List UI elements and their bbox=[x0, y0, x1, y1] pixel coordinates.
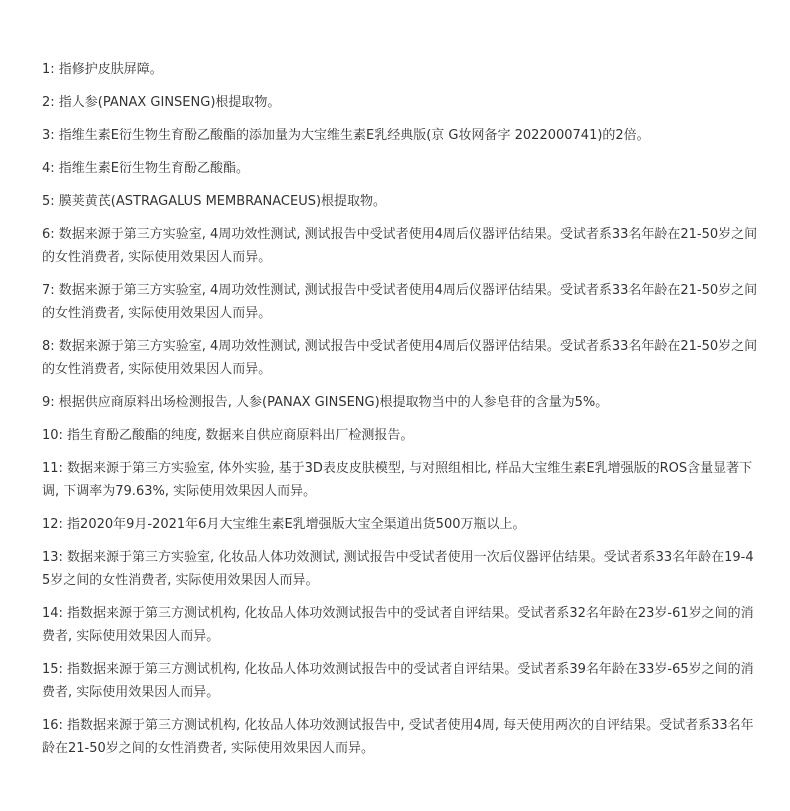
footnote-13 bbox=[42, 546, 758, 592]
footnote-text: 指维生素E衍生物生育酚乙酸酯。 bbox=[54, 161, 250, 176]
footnote-3 bbox=[42, 124, 758, 147]
footnote-text: 数据来源于第三方实验室, 4周功效性测试, 测试报告中受试者使用4周后仪器评估结果。受试者系33名年龄在21-50岁之间的女性消费者, 实际使用效果因人而异。 bbox=[42, 339, 758, 377]
footnote-number: 1: bbox=[42, 62, 55, 77]
footnote-number: 8: bbox=[42, 339, 55, 354]
footnote-text: 膜荚黄芪(ASTRAGALUS MEMBRANACEUS)根提取物。 bbox=[54, 194, 387, 209]
footnote-text: 指人参(PANAX GINSENG)根提取物。 bbox=[54, 95, 281, 110]
footnote-10 bbox=[42, 424, 758, 447]
footnote-text: 指数据来源于第三方测试机构, 化妆品人体功效测试报告中, 受试者使用4周, 每天使用两次的自评结果。受试者系33名年龄在21-50岁之间的女性消费者, 实际使用效果因人而异。 bbox=[42, 718, 754, 756]
footnote-text: 指数据来源于第三方测试机构, 化妆品人体功效测试报告中的受试者自评结果。受试者系32名年龄在23岁-61岁之间的消费者, 实际使用效果因人而异。 bbox=[42, 606, 754, 644]
footnote-text: 指数据来源于第三方测试机构, 化妆品人体功效测试报告中的受试者自评结果。受试者系39名年龄在33岁-65岁之间的消费者, 实际使用效果因人而异。 bbox=[42, 662, 754, 700]
footnote-text: 数据来源于第三方实验室, 4周功效性测试, 测试报告中受试者使用4周后仪器评估结果。受试者系33名年龄在21-50岁之间的女性消费者, 实际使用效果因人而异。 bbox=[42, 283, 758, 321]
footnote-text: 数据来源于第三方实验室, 4周功效性测试, 测试报告中受试者使用4周后仪器评估结果。受试者系33名年龄在21-50岁之间的女性消费者, 实际使用效果因人而异。 bbox=[42, 227, 758, 265]
footnote-number: 7: bbox=[42, 283, 55, 298]
footnote-text: 指2020年9月-2021年6月大宝维生素E乳增强版大宝全渠道出货500万瓶以上。 bbox=[62, 517, 526, 532]
footnote-14 bbox=[42, 602, 758, 648]
footnote-number: 15: bbox=[42, 662, 63, 677]
footnote-text: 指修护皮肤屏障。 bbox=[54, 62, 163, 77]
footnote-5 bbox=[42, 190, 758, 213]
footnote-text: 指维生素E衍生物生育酚乙酸酯的添加量为大宝维生素E乳经典版(京 G妆网备字 2022000741)的2倍。 bbox=[54, 128, 650, 143]
footnote-6 bbox=[42, 223, 758, 269]
footnote-8 bbox=[42, 335, 758, 381]
footnote-number: 6: bbox=[42, 227, 55, 242]
footnote-16 bbox=[42, 714, 758, 760]
footnote-7 bbox=[42, 279, 758, 325]
footnote-text: 数据来源于第三方实验室, 化妆品人体功效测试, 测试报告中受试者使用一次后仪器评估结果。受试者系33名年龄在19-45岁之间的女性消费者, 实际使用效果因人而异。 bbox=[42, 550, 754, 588]
footnote-number: 12: bbox=[42, 517, 63, 532]
footnotes-list bbox=[42, 58, 758, 770]
footnote-number: 11: bbox=[42, 461, 63, 476]
footnote-number: 10: bbox=[42, 428, 63, 443]
footnote-1 bbox=[42, 58, 758, 81]
footnote-text: 指生育酚乙酸酯的纯度, 数据来自供应商原料出厂检测报告。 bbox=[62, 428, 414, 443]
footnote-number: 2: bbox=[42, 95, 55, 110]
footnote-number: 5: bbox=[42, 194, 55, 209]
footnote-9 bbox=[42, 391, 758, 414]
footnote-text: 数据来源于第三方实验室, 体外实验, 基于3D表皮皮肤模型, 与对照组相比, 样品大宝维生素E乳增强版的ROS含量显著下调, 下调率为79.63%, 实际使用效果因人而异。 bbox=[42, 461, 753, 499]
footnote-number: 13: bbox=[42, 550, 63, 565]
footnote-12 bbox=[42, 513, 758, 536]
footnote-text: 根据供应商原料出场检测报告, 人参(PANAX GINSENG)根提取物当中的人参皂苷的含量为5%。 bbox=[54, 395, 609, 410]
footnote-11 bbox=[42, 457, 758, 503]
footnote-15 bbox=[42, 658, 758, 704]
footnote-number: 16: bbox=[42, 718, 63, 733]
footnote-number: 4: bbox=[42, 161, 55, 176]
footnote-4 bbox=[42, 157, 758, 180]
footnote-2 bbox=[42, 91, 758, 114]
footnote-number: 3: bbox=[42, 128, 55, 143]
footnote-number: 14: bbox=[42, 606, 63, 621]
footnote-number: 9: bbox=[42, 395, 55, 410]
